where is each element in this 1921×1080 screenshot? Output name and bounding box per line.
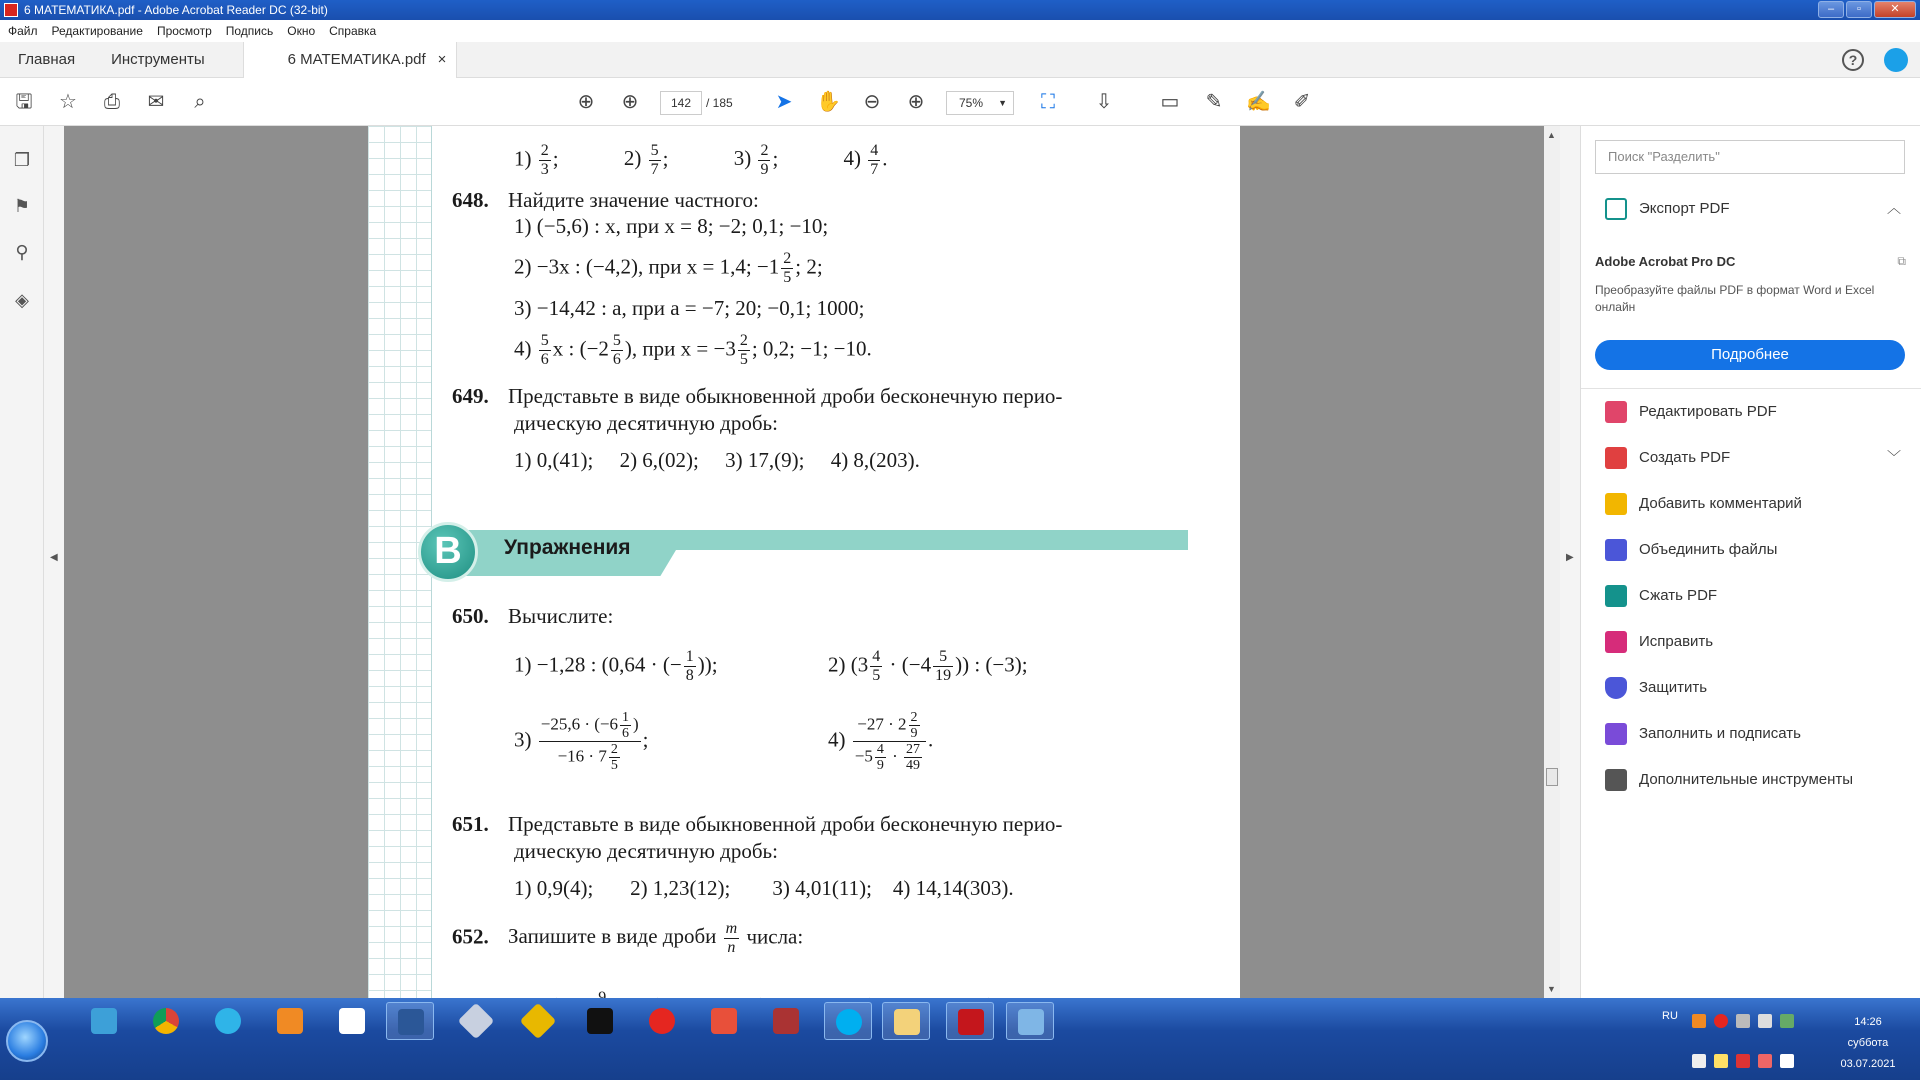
tool-add-comment[interactable] [1581, 481, 1921, 527]
window-titlebar [0, 0, 1920, 20]
taskbar-app-7[interactable] [452, 1002, 500, 1040]
clock-day: суббота [1847, 1037, 1889, 1049]
zoom-out-icon[interactable]: ⊖ [863, 91, 881, 113]
exercise-648-item-3: 3) −14,42 : a, при a = −7; 20; −0,1; 1000; [514, 296, 865, 320]
minimize-button[interactable]: – [1818, 1, 1844, 18]
app-cube-icon [91, 1008, 117, 1034]
tools-list [1581, 388, 1921, 803]
exercise-650-item-4: 4) −27 · 2 $\frac{2}{9}$ −5 $\frac{4}{9}$ · $\frac{27}{49}$ . [828, 710, 934, 773]
exercise-651: 651. Представьте в виде обыкновенной дроби бесконечную перио- [452, 812, 1063, 836]
export-pdf-label: Экспорт PDF [1639, 200, 1730, 217]
flag-icon[interactable] [1780, 1054, 1794, 1068]
attachments-icon[interactable]: ⚲ [15, 242, 29, 262]
scrollbar-thumb[interactable] [1546, 768, 1558, 786]
film-app-icon [773, 1008, 799, 1034]
redact-pen-icon [1605, 631, 1627, 653]
clock[interactable] [1826, 1012, 1910, 1075]
chevron-left-icon: ◀ [50, 552, 58, 563]
tool-more-tools[interactable] [1581, 757, 1921, 803]
edit-pdf-icon [1605, 401, 1627, 423]
exercise-650: 650. Вычислите: [452, 604, 614, 628]
tray-monitor-icon[interactable] [1736, 1054, 1750, 1068]
tool-compress-pdf[interactable] [1581, 573, 1921, 619]
fit-page-icon[interactable]: ⛶ [1041, 91, 1055, 113]
dark-app-icon [587, 1008, 613, 1034]
main-toolbar [0, 78, 1920, 126]
menu-bar [0, 20, 1920, 42]
compass-icon [458, 1003, 495, 1040]
shield-icon [1605, 677, 1627, 699]
print-icon[interactable]: ⎙ [104, 91, 120, 113]
menu-sign[interactable]: Подпись [225, 24, 274, 38]
zoom-value: 75% [959, 96, 984, 110]
mail-icon[interactable]: ✉ [147, 91, 165, 113]
tray-speaker-icon[interactable] [1758, 1054, 1772, 1068]
taskbar-app-3[interactable] [204, 1002, 252, 1040]
menu-help[interactable]: Справка [329, 24, 377, 38]
fill-sign-icon[interactable]: ✐ [1293, 91, 1311, 113]
section-banner [418, 522, 1188, 580]
browser-icon [215, 1008, 241, 1034]
system-tray [1650, 1002, 1920, 1078]
taskbar-app-16[interactable] [1006, 1002, 1054, 1040]
tool-label: Объединить файлы [1639, 541, 1778, 558]
help-icon[interactable]: ? [1842, 49, 1864, 71]
page-down-icon[interactable]: ⊕ [621, 91, 639, 113]
hand-icon[interactable]: ✋ [816, 91, 841, 113]
document-viewer[interactable] [64, 126, 1544, 998]
fill-sign-icon [1605, 723, 1627, 745]
tool-label: Заполнить и подписать [1639, 725, 1801, 742]
tool-label: Исправить [1639, 633, 1714, 650]
page-up-icon[interactable]: ⊕ [577, 91, 595, 113]
section-title: Упражнения [504, 536, 631, 559]
tool-label: Дополнительные инструменты [1639, 771, 1854, 788]
chevron-up-icon[interactable]: ︿ [1887, 200, 1901, 216]
page-total: / 185 [706, 96, 733, 110]
tool-label: Создать PDF [1639, 449, 1731, 466]
exercise-650-item-3: 3) −25,6 · (−6 $\frac{1}{6}$ ) −16 · 7 $\frac{2}{5}$ ; [514, 710, 649, 773]
tool-label: Добавить комментарий [1639, 495, 1802, 512]
maximize-button[interactable]: ▫ [1846, 1, 1872, 18]
tray-network-icon[interactable] [1736, 1014, 1750, 1028]
tray-security-icon[interactable] [1780, 1014, 1794, 1028]
layers-icon[interactable]: ◈ [15, 290, 29, 310]
tool-label: Защитить [1639, 679, 1708, 696]
tray-yandex-icon[interactable] [1714, 1014, 1728, 1028]
taskbar-app-1[interactable] [80, 1002, 128, 1040]
page-number-input[interactable]: 142 [660, 91, 702, 115]
word-icon [398, 1009, 424, 1035]
bookmarks-icon[interactable]: ⚑ [13, 196, 31, 216]
tool-create-pdf[interactable] [1581, 435, 1921, 481]
tool-label: Сжать PDF [1639, 587, 1718, 604]
tab-bar [0, 42, 1920, 78]
taskbar-app-12[interactable] [762, 1002, 810, 1040]
folder-icon [894, 1009, 920, 1035]
taskbar-app-9[interactable] [576, 1002, 624, 1040]
media-player-icon [277, 1008, 303, 1034]
taskbar-app-8[interactable] [514, 1002, 562, 1040]
tool-label: Редактировать PDF [1639, 403, 1777, 420]
exercise-649: 649. Представьте в виде обыкновенной дроби бесконечную перио- [452, 384, 1063, 408]
tool-combine-files[interactable] [1581, 527, 1921, 573]
comment-icon[interactable]: ▭ [1160, 91, 1180, 113]
exercise-651-items: 1) 0,9(4); 2) 1,23(12); 3) 4,01(11); 4) 14,14(303). [514, 876, 1014, 900]
acrobat-icon [958, 1009, 984, 1035]
pdf-page [368, 126, 1240, 998]
acrobat-app-icon [4, 3, 18, 17]
close-tab-icon[interactable]: × [437, 50, 447, 68]
exercise-650-item-1: 1) −1,28 : (0,64 · (− $\frac{1}{8}$ )); [514, 648, 718, 684]
yandex-icon [339, 1008, 365, 1034]
menu-view[interactable]: Просмотр [156, 24, 212, 38]
compress-pdf-icon [1605, 585, 1627, 607]
exercise-648: 648. Найдите значение частного: [452, 188, 759, 212]
select-cursor-icon[interactable]: ➤ [775, 91, 793, 113]
chevron-down-icon[interactable]: ﹀ [1887, 449, 1901, 465]
taskbar-media[interactable] [266, 1002, 314, 1040]
combine-files-icon [1605, 539, 1627, 561]
chevron-down-icon: ▼ [998, 98, 1007, 108]
right-panel-toggle[interactable] [1560, 126, 1580, 998]
menu-edit[interactable]: Редактирование [51, 24, 143, 38]
taskbar-yandex[interactable] [638, 1002, 686, 1040]
clock-date: 03.07.2021 [1840, 1058, 1896, 1070]
promo-title: Adobe Acrobat Pro DC [1595, 254, 1736, 269]
scroll-down-icon[interactable]: ▼ [1547, 984, 1556, 994]
taskbar-chrome[interactable] [142, 1002, 190, 1040]
menu-window[interactable]: Окно [287, 24, 316, 38]
exercise-648-item-1: 1) (−5,6) : x, при x = 8; −2; 0,1; −10; [514, 214, 829, 238]
exercise-652: 652. Запишите в виде дроби $\frac{m}{n}$ числа: [452, 920, 804, 956]
tab-tools[interactable]: Инструменты [111, 50, 205, 68]
taskbar-explorer[interactable] [882, 1002, 930, 1040]
scroll-up-icon[interactable]: ▲ [1547, 130, 1556, 140]
exercise-648-item-4: 4) $\frac{5}{6}$ x : (−2 $\frac{5}{6}$ ), при x = −3 $\frac{2}{5}$ ; 0,2; −1; −10. [514, 332, 872, 368]
skype-icon [836, 1009, 862, 1035]
exercise-649-title-line-2: дическую десятичную дробь: [514, 411, 778, 435]
scroll-mode-icon[interactable]: ⇩ [1095, 91, 1113, 113]
learn-more-button[interactable]: Подробнее [1595, 340, 1905, 370]
tool-edit-pdf[interactable] [1581, 389, 1921, 435]
tray-tool-icon[interactable] [1758, 1014, 1772, 1028]
taskbar-acrobat[interactable] [946, 1002, 994, 1040]
tools-pane [1580, 126, 1920, 998]
chevron-right-icon: ▶ [1566, 552, 1574, 563]
taskbar-yandex-browser[interactable] [328, 1002, 376, 1040]
exercise-650-item-2: 2) (3 $\frac{4}{5}$ · (−4 $\frac{5}{19}$ )) : (−3); [828, 648, 1028, 684]
section-badge: B [418, 522, 478, 582]
tools-search-input[interactable]: Поиск "Разделить" [1595, 140, 1905, 174]
zoom-select[interactable] [946, 91, 1014, 115]
taskbar-app-11[interactable] [700, 1002, 748, 1040]
tray-app-icon[interactable] [1692, 1014, 1706, 1028]
tab-home[interactable]: Главная [18, 50, 76, 68]
export-pdf-item[interactable] [1581, 188, 1921, 230]
bookmark-star-icon[interactable]: ☆ [59, 91, 77, 113]
prev-exercise-answers: 1) $\frac{2}{3}$ ; 2) $\frac{5}{7}$ ; 3) $\frac{2}{9}$ ; 4) $\frac{4}{7}$ . [514, 142, 888, 178]
start-button[interactable] [6, 1020, 48, 1062]
volume-icon[interactable] [1692, 1054, 1706, 1068]
save-icon[interactable]: 🖫 [15, 91, 33, 113]
exercise-648-item-2: 2) −3x : (−4,2), при x = 1,4; −1 $\frac{2}{5}$ ; 2; [514, 250, 823, 286]
yandex-circle-icon [649, 1008, 675, 1034]
left-navigation-rail [0, 126, 44, 998]
left-panel-toggle[interactable] [44, 126, 64, 998]
tab-document-label: 6 МАТЕМАТИКА.pdf [287, 50, 426, 68]
chrome-icon [153, 1008, 179, 1034]
zoom-in-icon[interactable]: ⊕ [907, 91, 925, 113]
tool-fill-sign[interactable] [1581, 711, 1921, 757]
tray-notes-icon[interactable] [1714, 1054, 1728, 1068]
export-pdf-icon [1605, 198, 1627, 220]
windows-taskbar [0, 998, 1920, 1080]
close-window-button[interactable]: ✕ [1874, 1, 1916, 18]
menu-file[interactable]: Файл [8, 24, 38, 38]
create-pdf-icon [1605, 447, 1627, 469]
vertical-scrollbar[interactable] [1544, 126, 1560, 998]
tool-protect[interactable] [1581, 665, 1921, 711]
copy-icon[interactable]: ⧉ [1897, 254, 1906, 268]
exercise-649-items: 1) 0,(41); 2) 6,(02); 3) 17,(9); 4) 8,(203). [514, 448, 920, 472]
tab-document[interactable] [243, 42, 458, 78]
taskbar-skype[interactable] [824, 1002, 872, 1040]
more-tools-icon [1605, 769, 1627, 791]
office-icon [711, 1008, 737, 1034]
comment-icon [1605, 493, 1627, 515]
exercise-651-title-line-2: дическую десятичную дробь: [514, 839, 778, 863]
sign-icon[interactable]: ✍ [1246, 91, 1271, 113]
taskbar-word[interactable] [386, 1002, 434, 1040]
language-indicator[interactable]: RU [1662, 1010, 1678, 1022]
highlight-pen-icon[interactable]: ✎ [1205, 91, 1223, 113]
window-title: 6 МАТЕМАТИКА.pdf - Adobe Acrobat Reader DC (32-bit) [24, 3, 328, 17]
image-viewer-icon [1018, 1009, 1044, 1035]
clock-time: 14:26 [1854, 1016, 1882, 1028]
promo-text: Преобразуйте файлы PDF в формат Word и Excel онлайн [1595, 283, 1875, 314]
profile-icon[interactable] [1884, 48, 1908, 72]
search-zoom-icon[interactable]: ⌕ [194, 91, 206, 113]
diamond-app-icon [520, 1003, 557, 1040]
page-thumbnails-icon[interactable]: ❐ [13, 150, 31, 170]
tool-redact[interactable] [1581, 619, 1921, 665]
